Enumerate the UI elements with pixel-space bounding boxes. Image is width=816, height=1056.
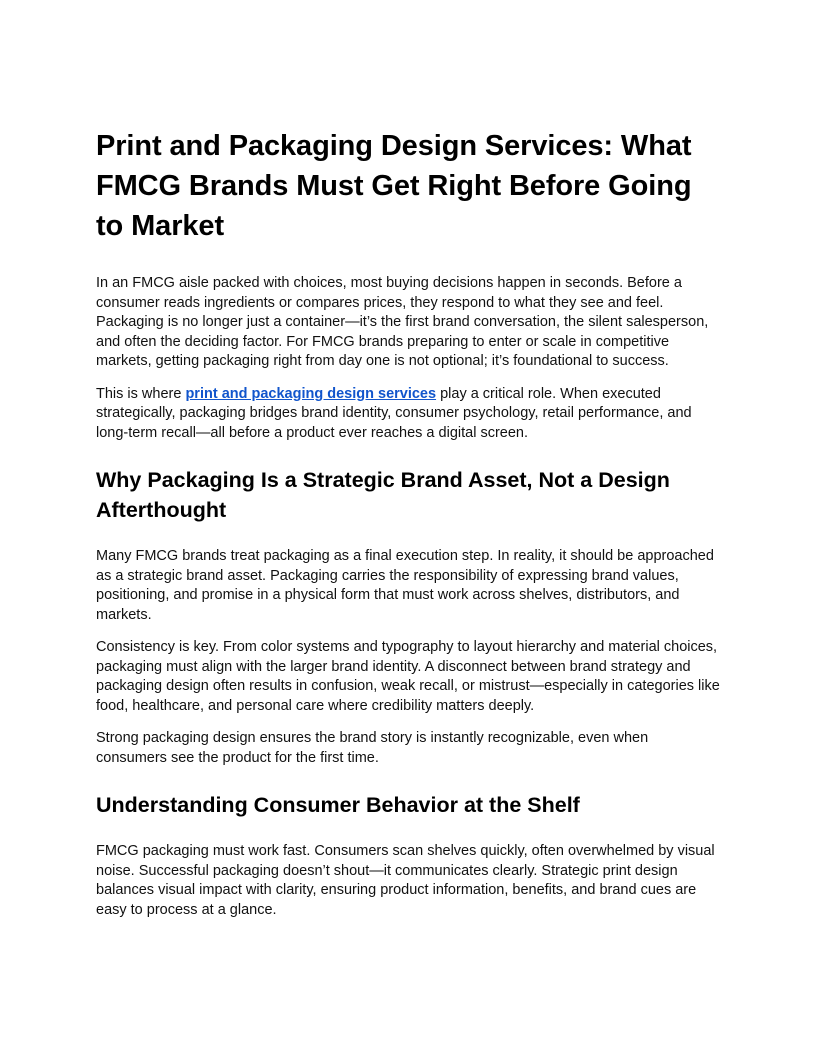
print-packaging-services-link[interactable]: print and packaging design services [185, 385, 437, 402]
section1-paragraph-3: Strong packaging design ensures the brand story is instantly recognizable, even when consumers see the product for the first time. [96, 730, 649, 766]
section1-paragraph-1: Many FMCG brands treat packaging as a final execution step. In reality, it should be approached as a strategic brand asset. Packaging carries the responsibility of expressing brand values, positioning, and promise in a physical form that must work across shelves, distributors, and markets. [96, 548, 714, 623]
section2-paragraph-1: FMCG packaging must work fast. Consumers scan shelves quickly, often overwhelmed by visual noise. Successful packaging doesn’t shout—it communicates clearly. Strategic print design balances visual impact with clarity, ensuring product information, benefits, and brand cues are easy to process at a glance. [96, 843, 715, 918]
section-heading-consumer-behavior: Understanding Consumer Behavior at the Shelf [96, 793, 580, 817]
section-heading-strategic-asset: Why Packaging Is a Strategic Brand Asset, Not a Design Afterthought [96, 468, 670, 522]
intro-paragraph-2-end: play a critical role. When executed strategically, packaging bridges brand identity, consumer psychology, retail performance, and long-term recall—all before a product ever reaches a digital screen. [96, 385, 692, 441]
section1-paragraph-2: Consistency is key. From color systems and typography to layout hierarchy and material choices, packaging must align with the larger brand identity. A disconnect between brand strategy and packaging design often results in confusion, weak recall, or mistrust—especially in categories like food, healthcare, and personal care where credibility matters deeply. [96, 639, 720, 714]
document-page [96, 126, 722, 933]
intro-paragraph-1: In an FMCG aisle packed with choices, most buying decisions happen in seconds. Before a consumer reads ingredients or compares prices, they respond to what they see and feel. Packaging is no longer just a container—it’s the first brand conversation, the silent salesperson, and often the deciding factor. For FMCG brands preparing to enter or scale in competitive markets, getting packaging right from day one is not optional; it’s foundational to success. [96, 275, 709, 369]
intro-paragraph-2 [96, 385, 722, 444]
page-title: Print and Packaging Design Services: What FMCG Brands Must Get Right Before Going to Market [96, 130, 692, 242]
intro-paragraph-2-start: This is where [96, 385, 186, 402]
